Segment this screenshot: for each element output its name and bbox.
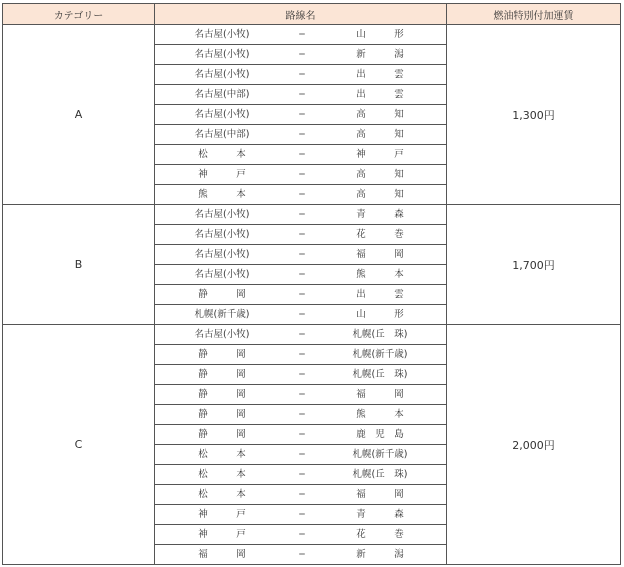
route-origin: 名古屋(小牧) bbox=[194, 49, 250, 60]
route-cell bbox=[155, 445, 447, 465]
route-cell bbox=[155, 325, 447, 345]
route bbox=[155, 205, 446, 224]
route bbox=[155, 65, 446, 84]
category-cell: B bbox=[3, 205, 155, 325]
route bbox=[155, 165, 446, 184]
route-destination: 札幌(新千歳) bbox=[352, 349, 408, 360]
route bbox=[155, 445, 446, 464]
route-cell bbox=[155, 165, 447, 185]
route-cell bbox=[155, 425, 447, 445]
table-header-row bbox=[3, 4, 621, 25]
route-separator: ＝ bbox=[298, 370, 306, 379]
header-category: カテゴリー bbox=[3, 4, 155, 25]
route-cell bbox=[155, 365, 447, 385]
route-separator: ＝ bbox=[298, 450, 306, 459]
route-cell bbox=[155, 265, 447, 285]
route-origin: 札幌(新千歳) bbox=[194, 309, 250, 320]
route bbox=[155, 145, 446, 164]
route-separator: ＝ bbox=[298, 70, 306, 79]
route-destination: 札幌(丘 珠) bbox=[352, 469, 408, 480]
route-cell bbox=[155, 65, 447, 85]
route bbox=[155, 505, 446, 524]
route-destination: 福 岡 bbox=[356, 389, 404, 400]
route-separator: ＝ bbox=[298, 510, 306, 519]
route-destination: 青 森 bbox=[356, 209, 404, 220]
route-destination: 札幌(丘 珠) bbox=[352, 369, 408, 380]
route-origin: 神 戸 bbox=[198, 509, 246, 520]
fee-cell: 1,300円 bbox=[447, 25, 621, 205]
route-cell bbox=[155, 225, 447, 245]
route-destination: 鹿 児 島 bbox=[356, 429, 404, 440]
route-separator: ＝ bbox=[298, 290, 306, 299]
table-row bbox=[3, 205, 621, 225]
route-origin: 神 戸 bbox=[198, 169, 246, 180]
route-cell bbox=[155, 485, 447, 505]
route-origin: 名古屋(中部) bbox=[194, 89, 250, 100]
route-destination: 花 巻 bbox=[356, 229, 404, 240]
route-origin: 名古屋(小牧) bbox=[194, 109, 250, 120]
route-cell bbox=[155, 465, 447, 485]
route-cell bbox=[155, 385, 447, 405]
route-separator: ＝ bbox=[298, 110, 306, 119]
route-separator: ＝ bbox=[298, 50, 306, 59]
route-cell bbox=[155, 125, 447, 145]
route bbox=[155, 465, 446, 484]
route-origin: 福 岡 bbox=[198, 549, 246, 560]
route-separator: ＝ bbox=[298, 250, 306, 259]
route-destination: 出 雲 bbox=[356, 89, 404, 100]
route bbox=[155, 305, 446, 324]
route-origin: 名古屋(小牧) bbox=[194, 269, 250, 280]
route-origin: 名古屋(小牧) bbox=[194, 329, 250, 340]
route-destination: 札幌(新千歳) bbox=[352, 449, 408, 460]
route-origin: 静 岡 bbox=[198, 389, 246, 400]
route-destination: 高 知 bbox=[356, 109, 404, 120]
route-destination: 札幌(丘 珠) bbox=[352, 329, 408, 340]
route-separator: ＝ bbox=[298, 130, 306, 139]
route-cell bbox=[155, 105, 447, 125]
route-origin: 熊 本 bbox=[198, 189, 246, 200]
route-destination: 青 森 bbox=[356, 509, 404, 520]
route bbox=[155, 245, 446, 264]
route-cell bbox=[155, 345, 447, 365]
route-separator: ＝ bbox=[298, 390, 306, 399]
route-destination: 福 岡 bbox=[356, 249, 404, 260]
route-origin: 名古屋(中部) bbox=[194, 129, 250, 140]
route bbox=[155, 265, 446, 284]
route bbox=[155, 425, 446, 444]
route-cell bbox=[155, 285, 447, 305]
route bbox=[155, 325, 446, 344]
route-origin: 静 岡 bbox=[198, 429, 246, 440]
route bbox=[155, 225, 446, 244]
route bbox=[155, 545, 446, 564]
route bbox=[155, 485, 446, 504]
route-separator: ＝ bbox=[298, 230, 306, 239]
table-row bbox=[3, 325, 621, 345]
route-destination: 出 雲 bbox=[356, 289, 404, 300]
route-cell bbox=[155, 525, 447, 545]
route-origin: 静 岡 bbox=[198, 409, 246, 420]
route bbox=[155, 525, 446, 544]
route bbox=[155, 405, 446, 424]
route-origin: 松 本 bbox=[198, 449, 246, 460]
route-cell bbox=[155, 185, 447, 205]
route-separator: ＝ bbox=[298, 270, 306, 279]
route-destination: 新 潟 bbox=[356, 49, 404, 60]
route-origin: 松 本 bbox=[198, 469, 246, 480]
route-destination: 出 雲 bbox=[356, 69, 404, 80]
route-separator: ＝ bbox=[298, 190, 306, 199]
route-destination: 高 知 bbox=[356, 189, 404, 200]
route-separator: ＝ bbox=[298, 150, 306, 159]
route-cell bbox=[155, 505, 447, 525]
route-destination: 熊 本 bbox=[356, 269, 404, 280]
route-separator: ＝ bbox=[298, 310, 306, 319]
route-cell bbox=[155, 205, 447, 225]
fee-cell: 2,000円 bbox=[447, 325, 621, 565]
fuel-surcharge-table bbox=[2, 3, 621, 565]
route bbox=[155, 85, 446, 104]
route-origin: 松 本 bbox=[198, 489, 246, 500]
route-cell bbox=[155, 145, 447, 165]
route-destination: 神 戸 bbox=[356, 149, 404, 160]
route bbox=[155, 125, 446, 144]
table-body bbox=[3, 25, 621, 565]
route-destination: 福 岡 bbox=[356, 489, 404, 500]
route-cell bbox=[155, 45, 447, 65]
route-separator: ＝ bbox=[298, 330, 306, 339]
route-origin: 名古屋(小牧) bbox=[194, 229, 250, 240]
route-separator: ＝ bbox=[298, 530, 306, 539]
header-route: 路線名 bbox=[155, 4, 447, 25]
route-origin: 名古屋(小牧) bbox=[194, 29, 250, 40]
route-destination: 花 巻 bbox=[356, 529, 404, 540]
route bbox=[155, 285, 446, 304]
route-origin: 名古屋(小牧) bbox=[194, 69, 250, 80]
route-separator: ＝ bbox=[298, 410, 306, 419]
route-destination: 山 形 bbox=[356, 309, 404, 320]
route-cell bbox=[155, 545, 447, 565]
route-destination: 熊 本 bbox=[356, 409, 404, 420]
route-separator: ＝ bbox=[298, 430, 306, 439]
route-cell bbox=[155, 305, 447, 325]
route bbox=[155, 45, 446, 64]
route-origin: 静 岡 bbox=[198, 369, 246, 380]
route-cell bbox=[155, 405, 447, 425]
route-origin: 松 本 bbox=[198, 149, 246, 160]
route-separator: ＝ bbox=[298, 30, 306, 39]
route bbox=[155, 345, 446, 364]
route-separator: ＝ bbox=[298, 210, 306, 219]
table-row bbox=[3, 25, 621, 45]
route bbox=[155, 105, 446, 124]
route-destination: 新 潟 bbox=[356, 549, 404, 560]
route-separator: ＝ bbox=[298, 170, 306, 179]
route-cell bbox=[155, 245, 447, 265]
route-destination: 高 知 bbox=[356, 129, 404, 140]
route-destination: 高 知 bbox=[356, 169, 404, 180]
route-cell bbox=[155, 25, 447, 45]
route bbox=[155, 25, 446, 44]
route-origin: 静 岡 bbox=[198, 289, 246, 300]
route-separator: ＝ bbox=[298, 350, 306, 359]
header-fee: 燃油特別付加運賃 bbox=[447, 4, 621, 25]
route-origin: 静 岡 bbox=[198, 349, 246, 360]
route-separator: ＝ bbox=[298, 470, 306, 479]
route-origin: 神 戸 bbox=[198, 529, 246, 540]
route-cell bbox=[155, 85, 447, 105]
route bbox=[155, 365, 446, 384]
route-separator: ＝ bbox=[298, 550, 306, 559]
route-origin: 名古屋(小牧) bbox=[194, 209, 250, 220]
fee-cell: 1,700円 bbox=[447, 205, 621, 325]
route-destination: 山 形 bbox=[356, 29, 404, 40]
category-cell: A bbox=[3, 25, 155, 205]
route-separator: ＝ bbox=[298, 90, 306, 99]
route-origin: 名古屋(小牧) bbox=[194, 249, 250, 260]
category-cell: C bbox=[3, 325, 155, 565]
route bbox=[155, 385, 446, 404]
route-separator: ＝ bbox=[298, 490, 306, 499]
route bbox=[155, 185, 446, 204]
